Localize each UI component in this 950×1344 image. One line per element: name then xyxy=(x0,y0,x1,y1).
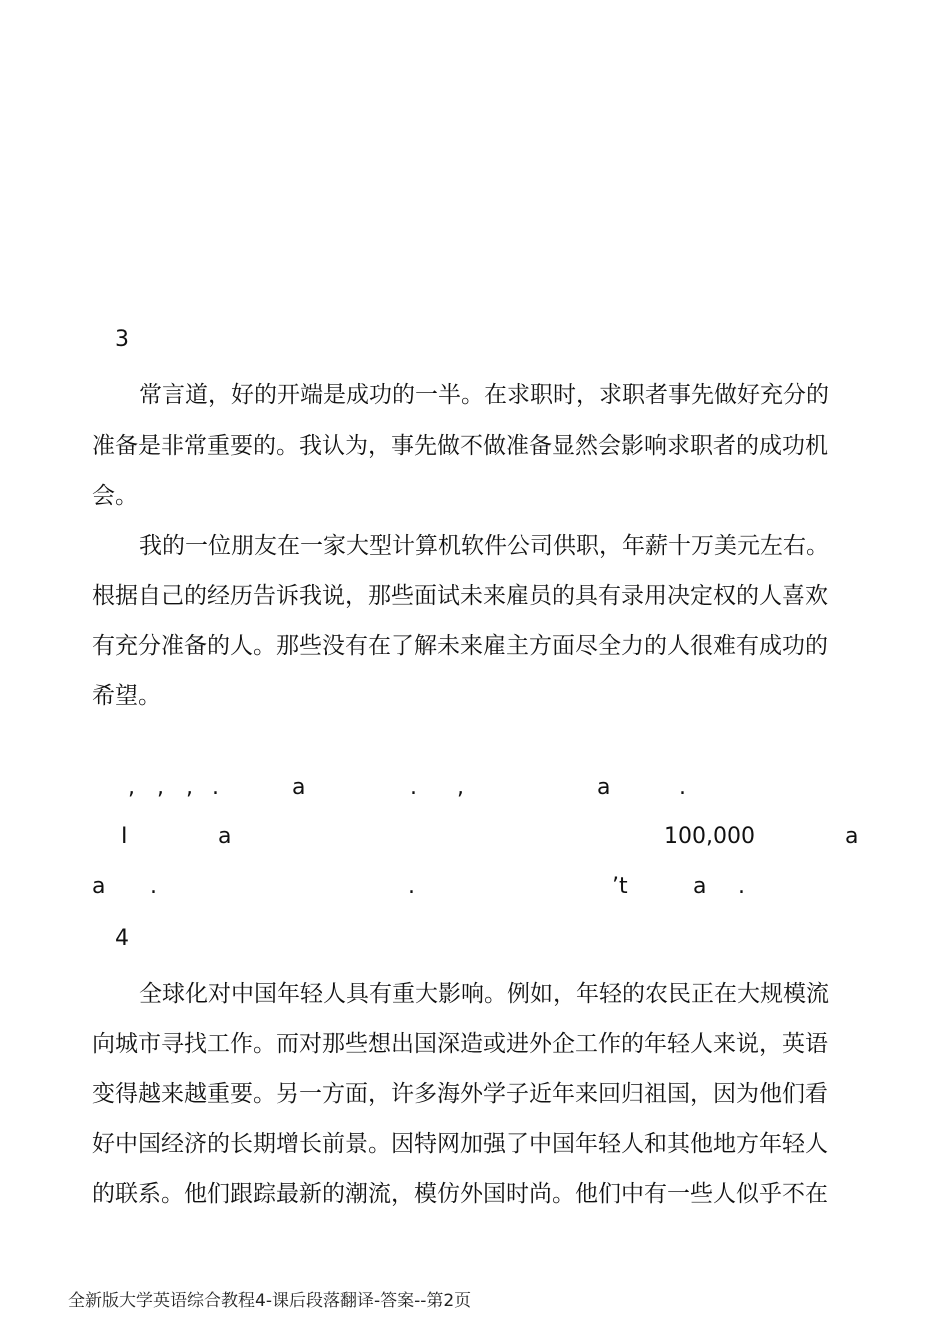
translation-fragment: ’t xyxy=(612,874,628,899)
paragraph-line: 变得越来越重要。另一方面，许多海外学子近年来回归祖国，因为他们看 xyxy=(92,1081,828,1107)
translation-fragment: . xyxy=(738,874,745,899)
translation-fragment: , xyxy=(128,775,135,800)
paragraph-line: 向城市寻找工作。而对那些想出国深造或进外企工作的年轻人来说，英语 xyxy=(92,1031,828,1057)
paragraph-line: 根据自己的经历告诉我说，那些面试未来雇员的具有录用决定权的人喜欢 xyxy=(92,583,828,609)
paragraph-line: 好中国经济的长期增长前景。因特网加强了中国年轻人和其他地方年轻人 xyxy=(92,1131,828,1157)
translation-fragment: 100,000 xyxy=(664,824,755,849)
paragraph-line: 准备是非常重要的。我认为，事先做不做准备显然会影响求职者的成功机 xyxy=(92,433,828,459)
section-number: 3 xyxy=(115,327,129,352)
translation-fragment: , xyxy=(157,775,164,800)
translation-fragment: . xyxy=(408,874,415,899)
translation-fragment: a xyxy=(292,775,306,800)
section-number: 4 xyxy=(115,926,129,951)
translation-fragment: . xyxy=(679,775,686,800)
paragraph-line: 全球化对中国年轻人具有重大影响。例如，年轻的农民正在大规模流 xyxy=(139,981,829,1007)
translation-fragment: . xyxy=(150,874,157,899)
paragraph-line: 有充分准备的人。那些没有在了解未来雇主方面尽全力的人很难有成功的 xyxy=(92,633,828,659)
paragraph-line: 我的一位朋友在一家大型计算机软件公司供职，年薪十万美元左右。 xyxy=(139,533,829,559)
paragraph-line: 的联系。他们跟踪最新的潮流，模仿外国时尚。他们中有一些人似乎不在 xyxy=(92,1181,828,1207)
translation-fragment: a xyxy=(597,775,611,800)
paragraph-line: 常言道，好的开端是成功的一半。在求职时，求职者事先做好充分的 xyxy=(139,382,829,408)
translation-fragment: . xyxy=(212,775,219,800)
translation-fragment: a xyxy=(845,824,859,849)
paragraph-line: 希望。 xyxy=(92,683,161,709)
translation-fragment: a xyxy=(92,874,106,899)
translation-fragment: a xyxy=(693,874,707,899)
translation-fragment: . xyxy=(410,775,417,800)
paragraph-line: 会。 xyxy=(92,483,138,509)
page-footer: 全新版大学英语综合教程4-课后段落翻译-答案--第2页 xyxy=(68,1291,472,1311)
translation-fragment: a xyxy=(218,824,232,849)
translation-fragment: , xyxy=(457,775,464,800)
translation-fragment: , xyxy=(186,775,193,800)
translation-fragment: I xyxy=(121,824,128,849)
